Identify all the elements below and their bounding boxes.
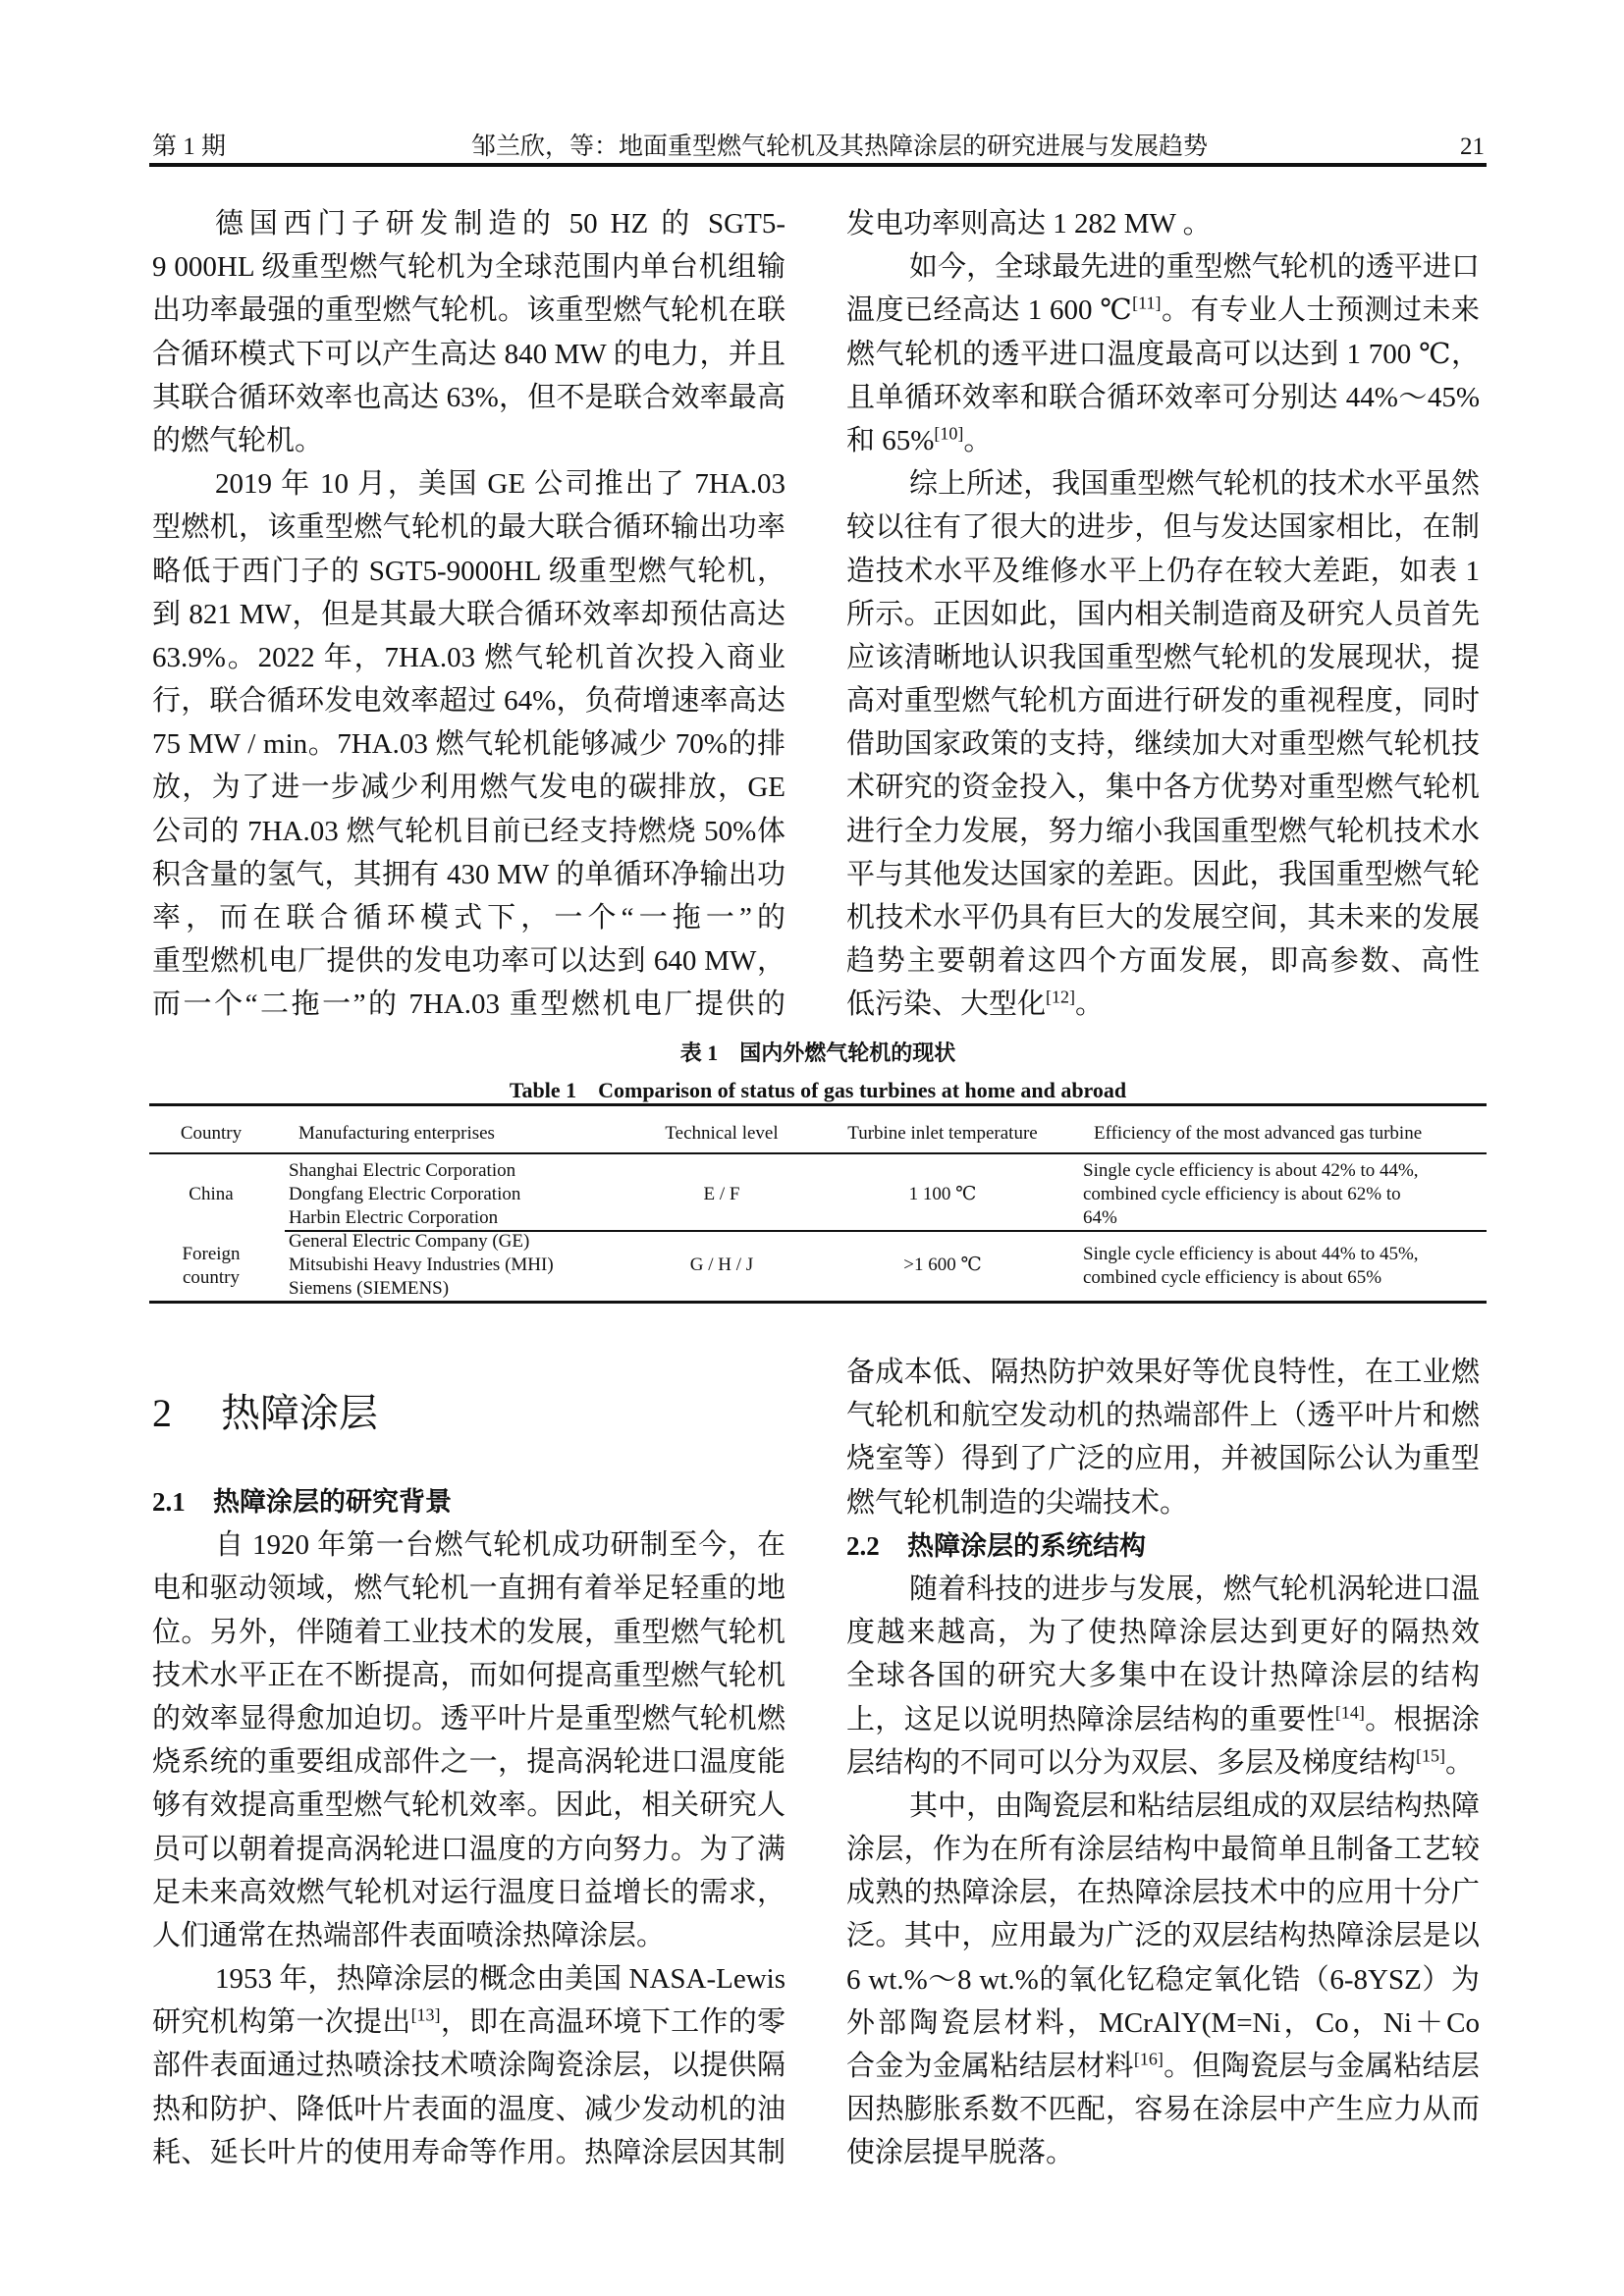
paragraph	[846, 202, 1480, 245]
text-line: 德国西门子研发制造的 50 HZ 的 SGT5-	[215, 208, 785, 240]
citation-ref: [11]	[1132, 293, 1162, 313]
text-line: 部件表面通过热喷涂技术喷涂陶瓷涂层，以提供隔	[152, 2050, 785, 2082]
table-caption-en: Table 1 Comparison of status of gas turbines at home and abroad	[509, 1078, 1127, 1102]
text-line	[846, 419, 1480, 462]
paragraph	[846, 245, 1480, 462]
text-run: 。但陶瓷层与金属粘结层	[1163, 2051, 1480, 2082]
text-line: 综上所述，我国重型燃气轮机的技术水平虽然	[909, 468, 1480, 501]
paragraph	[152, 1523, 785, 1957]
table-cell-enterprise: Harbin Electric Corporation	[289, 1207, 499, 1228]
subsection-number: 2.1	[152, 1487, 186, 1517]
page-number: 21	[1460, 133, 1485, 160]
paragraph	[846, 1568, 1480, 1785]
table-header-enterprises: Manufacturing enterprises	[298, 1123, 495, 1144]
journal-issue: 第 1 期	[152, 133, 227, 160]
text-line: 所示。正因如此，国内相关制造商及研究人员首先	[846, 598, 1480, 630]
table-cell-efficiency: Single cycle efficiency is about 44% to 45%,	[1083, 1244, 1419, 1264]
left-column-top	[152, 202, 785, 1027]
text-line: 行，联合循环发电效率超过 64%，负荷增速率高达	[152, 685, 785, 718]
text-line: 率，而在联合循环模式下，一个“一拖一”的	[152, 902, 785, 934]
text-line: 气轮机和航空发动机的热端部件上（透平叶片和燃	[846, 1400, 1480, 1432]
text-line: 借助国家政策的支持，继续加大对重型燃气轮机技	[846, 728, 1480, 761]
text-line: 术研究的资金投入，集中各方优势对重型燃气轮机	[846, 772, 1480, 804]
text-line: 出功率最强的重型燃气轮机。该重型燃气轮机在联	[152, 294, 785, 327]
table-header-rule	[149, 1152, 1487, 1154]
paragraph	[846, 1785, 1480, 2175]
table-cell-country: Foreign	[182, 1244, 241, 1264]
text-line: 应该清晰地认识我国重型燃气轮机的发展现状，提	[846, 641, 1480, 673]
text-line: 且单循环效率和联合循环效率可分别达 44%～45%	[846, 381, 1480, 413]
text-run: 低污染、大型化	[846, 988, 1047, 1021]
text-line	[846, 289, 1480, 332]
text-run: ，即在高温环境下工作的零	[440, 2006, 785, 2039]
citation-ref: [13]	[410, 2004, 441, 2025]
text-line: 造技术水平及维修水平上仍存在较大差距，如表 1	[846, 555, 1480, 587]
text-line	[846, 1698, 1480, 1741]
text-line: 燃气轮机的透平进口温度最高可以达到 1 700 ℃，	[846, 338, 1480, 370]
section-title: 热障涂层	[221, 1391, 378, 1435]
table-cell-efficiency: combined cycle efficiency is about 62% to	[1083, 1184, 1401, 1204]
text-line: 机技术水平仍具有巨大的发展空间，其未来的发展	[846, 902, 1480, 934]
text-line: 1953 年，热障涂层的概念由美国 NASA-Lewis	[215, 1963, 785, 1996]
table-cell-temperature: 1 100 ℃	[908, 1184, 977, 1204]
text-run: 。有专业人士预测过未来	[1161, 294, 1480, 327]
text-line: 而一个“二拖一”的 7HA.03 重型燃机电厂提供的	[152, 988, 785, 1021]
text-line: 人们通常在热端部件表面喷涂热障涂层。	[152, 1919, 666, 1951]
text-line: 2019 年 10 月，美国 GE 公司推出了 7HA.03	[215, 468, 785, 501]
text-run: 研究机构第一次提出	[152, 2006, 411, 2039]
right-column-bottom	[846, 1351, 1480, 2175]
section-heading	[152, 1384, 378, 1443]
paragraph	[152, 462, 785, 1026]
text-line: 燃气轮机制造的尖端技术。	[846, 1486, 1189, 1519]
text-line: 较以往有了很大的进步，但与发达国家相比，在制	[846, 511, 1480, 544]
text-line: 烧系统的重要组成部件之一，提高涡轮进口温度能	[152, 1746, 785, 1779]
table-bottom-rule	[149, 1301, 1487, 1304]
running-title: 邹兰欣，等：地面重型燃气轮机及其热障涂层的研究进展与发展趋势	[470, 133, 1208, 160]
text-line: 度越来越高，为了使热障涂层达到更好的隔热效	[846, 1617, 1480, 1649]
subsection-heading	[846, 1524, 1480, 1568]
subsection-title: 热障涂层的系统结构	[907, 1530, 1146, 1561]
text-line: 平与其他发达国家的差距。因此，我国重型燃气轮	[846, 858, 1480, 890]
text-line: 75 MW / min。7HA.03 燃气轮机能够减少 70%的排	[152, 728, 785, 761]
text-run: 。	[1075, 988, 1105, 1021]
text-line: 外部陶瓷层材料，MCrAlY(M=Ni，Co，Ni＋Co	[846, 2006, 1480, 2039]
text-line: 趋势主要朝着这四个方面发展，即高参数、高性	[846, 945, 1480, 978]
text-line: 使涂层提早脱落。	[846, 2137, 1075, 2169]
table-cell-efficiency: combined cycle efficiency is about 65%	[1083, 1267, 1382, 1288]
table-cell-country: country	[182, 1267, 241, 1288]
table-cell-country: China	[189, 1184, 234, 1204]
citation-ref: [10]	[934, 423, 964, 444]
text-line: 到 821 MW，但是其最大联合循环效率却预估高达	[152, 598, 785, 630]
text-run: 。根据涂	[1364, 1703, 1480, 1735]
text-line	[846, 1741, 1480, 1785]
table-cell-enterprise: Siemens (SIEMENS)	[289, 1278, 450, 1299]
table-cell-level: E / F	[703, 1184, 740, 1204]
text-run: 和 65%	[846, 424, 935, 456]
table-cell-efficiency: Single cycle efficiency is about 42% to 44%,	[1083, 1160, 1419, 1181]
table-cell-enterprise: Dongfang Electric Corporation	[289, 1184, 521, 1204]
citation-ref: [16]	[1133, 2049, 1164, 2069]
subsection-number: 2.2	[846, 1530, 880, 1561]
text-line: 6 wt.%～8 wt.%的氧化钇稳定氧化锆（6-8YSZ）为	[846, 1963, 1480, 1996]
text-line: 涂层，作为在所有涂层结构中最简单且制备工艺较	[846, 1834, 1480, 1866]
text-line: 位。另外，伴随着工业技术的发展，重型燃气轮机	[152, 1616, 785, 1648]
text-line: 如今，全球最先进的重型燃气轮机的透平进口	[909, 251, 1480, 284]
text-line: 积含量的氢气，其拥有 430 MW 的单循环净输出功	[152, 858, 785, 890]
table-header-efficiency: Efficiency of the most advanced gas turbine	[1094, 1123, 1423, 1144]
text-line: 放，为了进一步减少利用燃气发电的碳排放，GE	[152, 772, 785, 804]
text-line: 其联合循环效率也高达 63%，但不是联合效率最高	[152, 381, 785, 413]
citation-ref: [15]	[1416, 1745, 1446, 1766]
table-cell-efficiency: 64%	[1083, 1207, 1117, 1228]
text-line: 电和驱动领域，燃气轮机一直拥有着举足轻重的地	[152, 1573, 785, 1605]
text-line: 合循环模式下可以产生高达 840 MW 的电力，并且	[152, 338, 785, 370]
text-line: 63.9%。2022 年，7HA.03 燃气轮机首次投入商业	[152, 641, 785, 673]
text-run: 合金为金属粘结层材料	[846, 2051, 1134, 2082]
right-column-top	[846, 202, 1480, 1027]
text-line: 因热膨胀系数不匹配，容易在涂层中产生应力从而	[846, 2094, 1480, 2126]
text-line	[846, 2045, 1480, 2088]
table-cell-temperature: >1 600 ℃	[903, 1255, 982, 1275]
table-cell-level: G / H / J	[689, 1255, 754, 1275]
paragraph	[152, 1957, 785, 2174]
table-cell-enterprise: Shanghai Electric Corporation	[289, 1160, 516, 1181]
text-line: 成熟的热障涂层，在热障涂层技术中的应用十分广	[846, 1877, 1480, 1909]
text-line: 够有效提高重型燃气轮机效率。因此，相关研究人	[152, 1789, 785, 1822]
text-line: 热和防护、降低叶片表面的温度、减少发动机的油	[152, 2093, 785, 2125]
text-line: 烧室等）得到了广泛的应用，并被国际公认为重型	[846, 1443, 1480, 1475]
text-line: 的效率显得愈加迫切。透平叶片是重型燃气轮机燃	[152, 1702, 785, 1735]
table-top-rule	[149, 1103, 1487, 1106]
text-line: 高对重型燃气轮机方面进行研发的重视程度，同时	[846, 685, 1480, 718]
text-line	[152, 2001, 785, 2044]
text-line: 的燃气轮机。	[152, 424, 324, 456]
text-line: 耗、延长叶片的使用寿命等作用。热障涂层因其制	[152, 2136, 785, 2168]
text-line: 型燃机，该重型燃气轮机的最大联合循环输出功率	[152, 511, 785, 544]
table-header-level: Technical level	[665, 1123, 779, 1144]
table-caption-cn: 表 1 国内外燃气轮机的现状	[679, 1041, 956, 1065]
subsection-title: 热障涂层的研究背景	[213, 1487, 452, 1517]
text-line: 技术水平正在不断提高，而如何提高重型燃气轮机	[152, 1659, 785, 1691]
text-line: 其中，由陶瓷层和粘结层组成的双层结构热障	[909, 1789, 1480, 1822]
table-cell-enterprise: General Electric Company (GE)	[289, 1231, 530, 1252]
text-line: 泛。其中，应用最为广泛的双层结构热障涂层是以	[846, 1920, 1480, 1952]
text-line	[846, 983, 1480, 1026]
text-line: 发电功率则高达 1 282 MW 。	[846, 208, 1212, 240]
text-run: 温度已经高达 1 600 ℃	[846, 294, 1133, 327]
table-header-country: Country	[180, 1123, 243, 1144]
text-line: 略低于西门子的 SGT5-9000HL 级重型燃气轮机，	[152, 555, 785, 587]
paragraph	[846, 1351, 1480, 1524]
text-line: 备成本低、隔热防护效果好等优良特性，在工业燃	[846, 1357, 1480, 1388]
subsection-heading	[152, 1480, 785, 1523]
table-header-temperature: Turbine inlet temperature	[847, 1123, 1038, 1144]
left-column-bottom	[152, 1480, 785, 2174]
text-line: 公司的 7HA.03 燃气轮机目前已经支持燃烧 50%体	[152, 815, 785, 847]
text-line: 全球各国的研究大多集中在设计热障涂层的结构	[846, 1660, 1480, 1692]
table-cell-enterprise: Mitsubishi Heavy Industries (MHI)	[289, 1255, 554, 1275]
text-line: 随着科技的进步与发展，燃气轮机涡轮进口温	[909, 1573, 1480, 1605]
text-run: 。	[963, 424, 993, 456]
text-run: 。	[1445, 1746, 1475, 1779]
citation-ref: [12]	[1046, 987, 1076, 1007]
text-line: 9 000HL 级重型燃气轮机为全球范围内单台机组输	[152, 251, 785, 284]
paragraph	[846, 462, 1480, 1026]
text-line: 重型燃机电厂提供的发电功率可以达到 640 MW，	[152, 945, 785, 978]
text-line: 足未来高效燃气轮机对运行温度日益增长的需求，	[152, 1876, 785, 1908]
text-line: 自 1920 年第一台燃气轮机成功研制至今，在	[215, 1529, 785, 1562]
text-line: 进行全力发展，努力缩小我国重型燃气轮机技术水	[846, 815, 1480, 847]
paragraph	[152, 202, 785, 462]
text-run: 层结构的不同可以分为双层、多层及梯度结构	[846, 1746, 1417, 1779]
header-rule	[149, 163, 1487, 167]
text-run: 上，这足以说明热障涂层结构的重要性	[846, 1703, 1335, 1735]
section-number: 2	[152, 1391, 172, 1435]
text-line: 员可以朝着提高涡轮进口温度的方向努力。为了满	[152, 1833, 785, 1865]
citation-ref: [14]	[1334, 1701, 1365, 1722]
